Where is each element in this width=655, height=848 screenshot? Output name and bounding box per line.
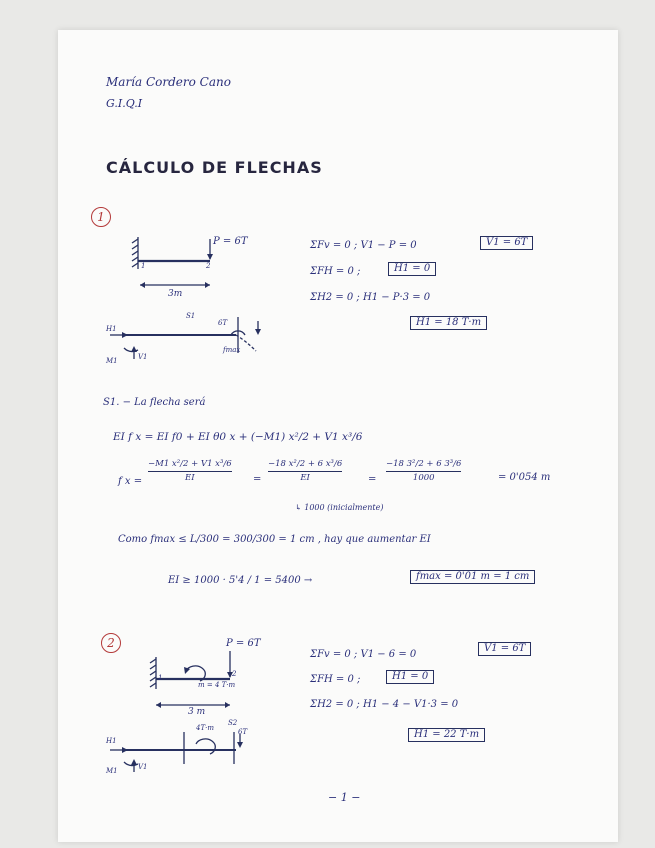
group-label: G.I.Q.I bbox=[106, 97, 143, 110]
p1-load-label: P = 6T bbox=[213, 236, 248, 247]
problem-1-number: 1 bbox=[91, 207, 111, 227]
fbd2-moment-label: 4T·m bbox=[196, 724, 214, 732]
p2-result-m1: H1 = 22 T·m bbox=[408, 728, 485, 742]
p2-result-h1: H1 = 0 bbox=[386, 670, 434, 684]
derivation-line-1: EI f x = EI f0 + EI θ0 x + (−M1) x²/2 + V1 x³/6 bbox=[113, 431, 363, 443]
p2-node-2: 2 bbox=[232, 670, 237, 678]
derivation-fx-lhs: f x = bbox=[118, 476, 143, 487]
fbd1-m-label: M1 bbox=[106, 357, 118, 365]
derivation-como-line: Como fmax ≤ L/300 = 300/300 = 1 cm , hay que aumentar EI bbox=[118, 534, 431, 545]
page-number: − 1 − bbox=[328, 791, 361, 804]
equals-sign: = bbox=[253, 474, 262, 485]
fbd2-m-label: M1 bbox=[106, 767, 118, 775]
free-body-diagram-2 bbox=[106, 730, 256, 780]
p1-node-2: 2 bbox=[206, 262, 211, 270]
beam-diagram-2 bbox=[150, 645, 260, 715]
p2-eq-moment: ΣH2 = 0 ; H1 − 4 − V1·3 = 0 bbox=[310, 699, 459, 710]
fbd1-h-label: H1 bbox=[106, 325, 117, 333]
derivation-heading: S1. − La flecha será bbox=[103, 397, 206, 408]
p1-eq-fv: ΣFv = 0 ; V1 − P = 0 bbox=[310, 240, 417, 251]
page-title: CÁLCULO DE FLECHAS bbox=[106, 158, 323, 177]
p1-node-1: 1 bbox=[141, 262, 146, 270]
derivation-frac-a: −M1 x²/2 + V1 x³/6 EI bbox=[148, 459, 232, 483]
derivation-frac-c: −18 3²/2 + 6 3³/6 1000 bbox=[386, 459, 462, 483]
p1-eq-fh: ΣFH = 0 ; bbox=[310, 266, 361, 277]
fbd2-v-label: V1 bbox=[138, 763, 148, 771]
fbd2-h-label: H1 bbox=[106, 737, 117, 745]
p2-length-label: 3 m bbox=[188, 707, 206, 717]
derivation-fmax-result: fmax = 0'01 m = 1 cm bbox=[410, 570, 535, 584]
p2-load-label: P = 6T bbox=[226, 638, 261, 649]
free-body-diagram-1 bbox=[106, 313, 256, 373]
p1-eq-moment: ΣH2 = 0 ; H1 − P·3 = 0 bbox=[310, 292, 431, 303]
problem-2-number: 2 bbox=[101, 633, 121, 653]
fbd1-load-label: 6T bbox=[218, 319, 228, 327]
derivation-note: ↳ 1000 (inicialmente) bbox=[295, 503, 384, 512]
notebook-page bbox=[58, 30, 618, 842]
author-name: María Cordero Cano bbox=[106, 75, 231, 89]
p2-eq-fv: ΣFv = 0 ; V1 − 6 = 0 bbox=[310, 649, 417, 660]
p2-moment-label: m = 4 T·m bbox=[198, 681, 236, 689]
p1-result-v1: V1 = 6T bbox=[480, 236, 533, 250]
fbd2-load-label: 6T bbox=[238, 728, 248, 736]
p1-result-h1: H1 = 0 bbox=[388, 262, 436, 276]
fbd1-section-label: S1 bbox=[186, 312, 196, 320]
p1-length-label: 3m bbox=[168, 289, 183, 299]
fbd1-fmax-label: fmax bbox=[223, 346, 241, 354]
equals-sign: = bbox=[368, 474, 377, 485]
p2-eq-fh: ΣFH = 0 ; bbox=[310, 674, 361, 685]
p2-result-v1: V1 = 6T bbox=[478, 642, 531, 656]
fbd2-section-label: S2 bbox=[228, 719, 238, 727]
derivation-result: = 0'054 m bbox=[498, 472, 551, 483]
derivation-ei-line: EI ≥ 1000 · 5'4 / 1 = 5400 → bbox=[168, 575, 313, 586]
p2-node-1: 1 bbox=[158, 674, 163, 682]
fbd1-v-label: V1 bbox=[138, 353, 148, 361]
p1-result-m1: H1 = 18 T·m bbox=[410, 316, 487, 330]
derivation-frac-b: −18 x²/2 + 6 x³/6 EI bbox=[268, 459, 343, 483]
